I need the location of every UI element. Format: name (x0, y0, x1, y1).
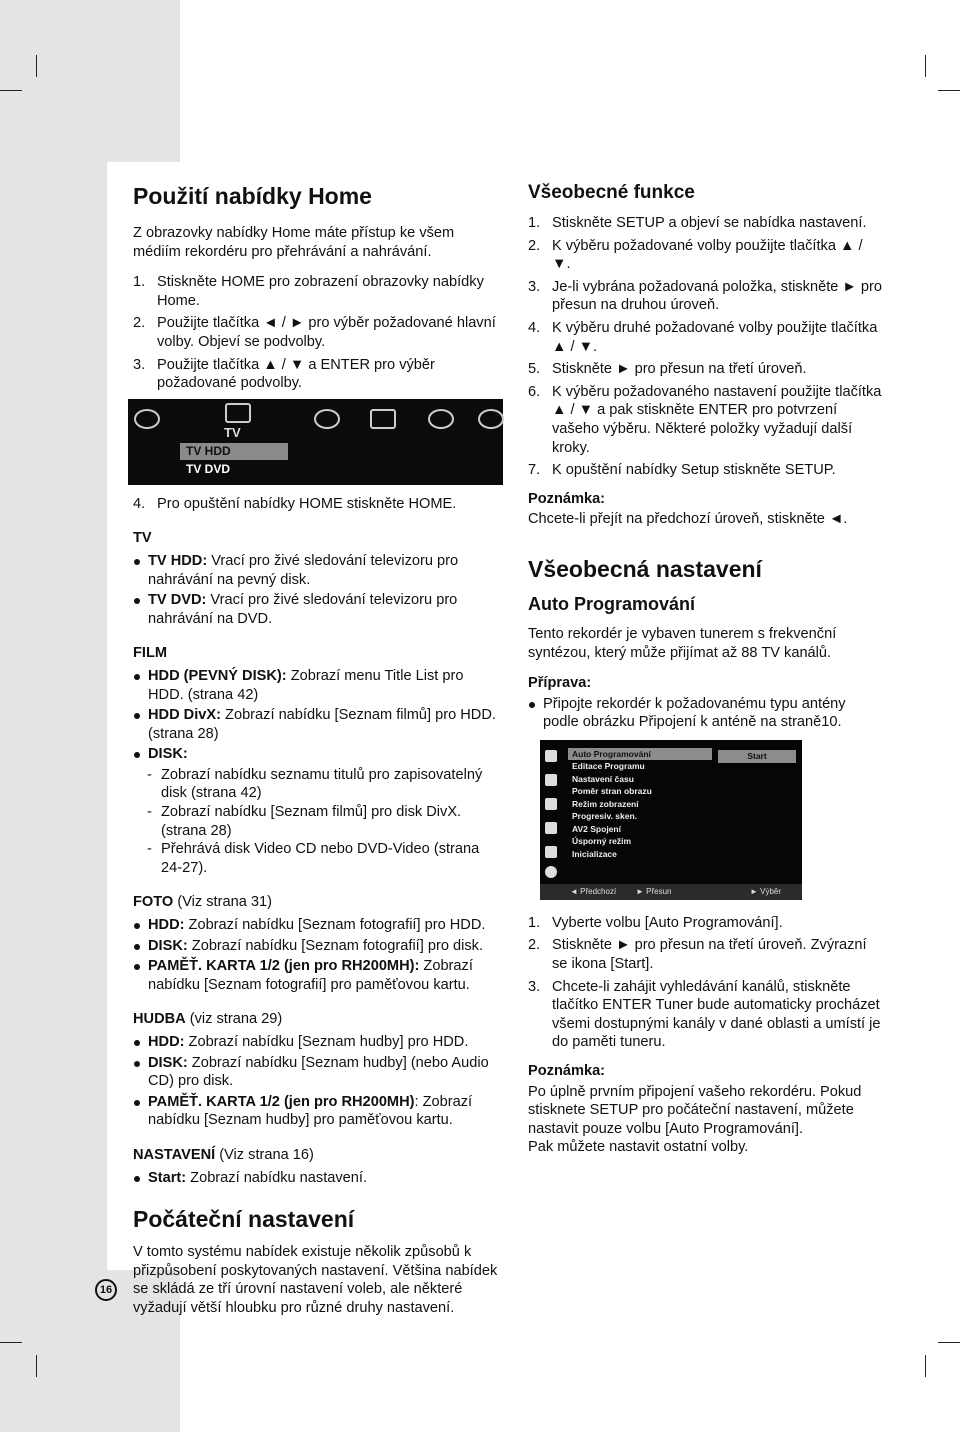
list-item: - Zobrazí nabídku [Seznam filmů] pro disk DivX. (strana 28) (133, 803, 503, 840)
home-menu-title: Použití nabídky Home (133, 183, 372, 209)
list-item: 6. K výběru požadovaného nastavení použijte tlačítka ▲ / ▼ a pak stiskněte ENTER pro potvrzení vašeho výběru. Některé položky vyžadují další kroky. (528, 383, 882, 456)
list-item: 2. K výběru požadované volby použijte tlačítka ▲ / ▼. (528, 237, 863, 273)
auto-programming-text: Tento rekordér je vybaven tunerem s frekvenční syntézou, který může přijímat až 88 TV kanálů. (528, 625, 837, 661)
step-number: 3. (133, 356, 146, 373)
step-number: 1. (133, 274, 146, 291)
home-intro: Z obrazovky nabídky Home máte přístup ke všem médiím rekordéru pro přehrávání a nahrávání. (133, 225, 455, 260)
auto-programming-steps (528, 914, 884, 1052)
section-heading-foto: FOTO (Viz strana 31) (133, 894, 272, 911)
setup-item[interactable]: Progresiv. sken. (572, 811, 638, 822)
recording-icon (545, 846, 557, 858)
setup-gear-icon (134, 409, 160, 429)
film-options (133, 667, 503, 764)
tv-options (133, 552, 503, 628)
step-text: Stiskněte HOME pro zobrazení obrazovky nabídky Home. (157, 274, 484, 309)
disc-icon (478, 409, 504, 429)
list-item: DISK: Zobrazí nabídku [Seznam hudby] (nebo Audio CD) pro disk. (133, 1054, 503, 1091)
hudba-options (133, 1033, 503, 1130)
section-heading-hudba: HUDBA (viz strana 29) (133, 1011, 283, 1028)
list-item: Start: Zobrazí nabídku nastavení. (133, 1169, 503, 1188)
photo-icon (370, 409, 396, 429)
list-item: 3. Chcete-li zahájit vyhledávání kanálů, stiskněte tlačítko ENTER Tuner bude automaticky procházet všemi dostupnými kanály v dané oblasti a umístí je do paměti tuneru. (528, 978, 881, 1051)
crop-mark (938, 90, 960, 91)
list-item: HDD (PEVNÝ DISK): Zobrazí menu Title List pro HDD. (strana 42) (133, 667, 503, 704)
list-item: DISK: Zobrazí nabídku [Seznam fotografií] pro disk. (133, 937, 503, 956)
home-menu-item-tv-dvd[interactable]: TV DVD (186, 461, 231, 476)
note-text: Po úplně prvním připojení vašeho rekordéru. Pokud stisknete SETUP pro počáteční nastavení, můžete nastavit pouze volbu [Auto Programování]. (528, 1083, 862, 1137)
list-item: 3. Je-li vybrána požadovaná položka, stiskněte ► pro přesun na druhou úroveň. (528, 278, 883, 314)
list-item: HDD DivX: Zobrazí nabídku [Seznam filmů] pro HDD. (strana 28) (133, 706, 503, 743)
home-steps (133, 273, 503, 393)
setup-item-auto-programming[interactable]: Auto Programování (568, 748, 712, 761)
note-text: Pak můžete nastavit ostatní volby. (528, 1139, 749, 1156)
audio-icon (545, 798, 557, 810)
note-text: Chcete-li přejít na předchozí úroveň, stiskněte ◄. (528, 511, 848, 528)
crop-mark (938, 1342, 960, 1343)
step-text: Použijte tlačítka ◄ / ► pro výběr požadované hlavní volby. Objeví se podvolby. (157, 315, 496, 350)
initial-settings-title: Počáteční nastavení (133, 1206, 355, 1233)
nastaveni-options (133, 1169, 503, 1188)
list-item (133, 356, 503, 393)
step-text: Pro opuštění nabídky HOME stiskněte HOME. (157, 495, 457, 512)
section-heading-nastaveni: NASTAVENÍ (Viz strana 16) (133, 1146, 314, 1163)
home-steps-exit (133, 495, 503, 514)
list-item: TV HDD: Vrací pro živé sledování televizoru pro nahrávání na pevný disk. (133, 552, 503, 589)
note-title: Poznámka: (528, 1063, 606, 1080)
setup-menu-list (568, 748, 712, 861)
list-item: - Zobrazí nabídku seznamu titulů pro zapisovatelný disk (strana 42) (133, 766, 503, 803)
list-item: 5. Stiskněte ► pro přesun na třetí úroveň. (528, 361, 807, 378)
left-column (133, 182, 503, 1330)
setup-item[interactable]: Režim zobrazení (572, 798, 639, 809)
crop-mark (0, 90, 22, 91)
music-icon (428, 409, 454, 429)
right-column (528, 182, 884, 1157)
list-item: DISK: (133, 745, 503, 764)
foto-options (133, 916, 503, 994)
preparation-title: Příprava: (528, 675, 592, 692)
list-item: - Přehrává disk Video CD nebo DVD-Video (strana 24-27). (133, 840, 503, 877)
setup-item[interactable]: Inicializace (572, 848, 617, 859)
page-number: 16 (95, 1279, 117, 1301)
crop-mark (0, 1342, 22, 1343)
step-number: 2. (133, 315, 146, 332)
list-item: 2. Stiskněte ► pro přesun na třetí úroveň. Zvýrazní se ikona [Start]. (528, 937, 867, 973)
setup-item[interactable]: Editace Programu (572, 761, 645, 772)
list-item: 1. Stiskněte SETUP a objeví se nabídka nastavení. (528, 215, 867, 231)
list-item: HDD: Zobrazí nabídku [Seznam hudby] pro HDD. (133, 1033, 503, 1052)
step-text: Použijte tlačítka ▲ / ▼ a ENTER pro výběr požadované podvolby. (157, 356, 435, 392)
list-item: HDD: Zobrazí nabídku [Seznam fotografií] pro HDD. (133, 916, 503, 935)
list-item: TV DVD: Vrací pro živé sledování televizoru pro nahrávání na DVD. (133, 591, 503, 628)
setup-item[interactable]: AV2 Spojení (572, 823, 621, 834)
list-item: PAMĚŤ. KARTA 1/2 (jen pro RH200MH): Zobrazí nabídku [Seznam fotografií] pro paměťovou kartu. (133, 957, 503, 994)
list-item: 7. K opuštění nabídky Setup stiskněte SETUP. (528, 462, 836, 479)
section-heading-tv: TV (133, 530, 152, 547)
list-item: 1. Vyberte volbu [Auto Programování]. (528, 914, 783, 931)
setup-sidebar (540, 740, 562, 880)
disk-sub-options (133, 766, 503, 878)
language-icon (545, 774, 557, 786)
setup-item[interactable]: Nastavení času (572, 773, 634, 784)
crop-mark (36, 55, 37, 77)
footer-previous: ◄ Předchozí (570, 886, 617, 896)
initial-settings-text: V tomto systému nabídek existuje několik způsobů k přizpůsobení poskytovaných nastavení. Většina nabídek se skládá ze tří úrovní nastavení voleb, ale některé vyžadují větší hloubku pro různé druhy nastavení. (133, 1244, 498, 1316)
setup-menu-screenshot (540, 740, 802, 900)
list-item: Připojte rekordér k požadovanému typu antény podle obrázku Připojení k anténě na straně10. (528, 695, 884, 732)
film-reel-icon (314, 409, 340, 429)
list-item (133, 273, 503, 310)
list-item: PAMĚŤ. KARTA 1/2 (jen pro RH200MH): Zobrazí nabídku [Seznam hudby] pro paměťovou kartu. (133, 1093, 503, 1130)
section-heading-film: FILM (133, 645, 168, 662)
tv-icon (225, 403, 251, 423)
footer-select: ► Výběr (750, 886, 782, 896)
note-title: Poznámka: (528, 490, 606, 507)
crop-mark (925, 55, 926, 77)
lock-icon (545, 822, 557, 834)
disc-icon (545, 866, 557, 878)
list-item (133, 314, 503, 351)
home-menu-tv-label: TV (224, 424, 241, 440)
general-settings-title: Všeobecná nastavení (528, 555, 762, 582)
crop-mark (925, 1355, 926, 1377)
auto-programming-title: Auto Programování (528, 593, 696, 614)
preparation-list (528, 695, 884, 732)
setup-menu-footer (540, 884, 802, 900)
settings-icon (545, 750, 557, 762)
general-functions-title: Všeobecné funkce (528, 182, 695, 203)
general-steps (528, 214, 884, 480)
home-menu-item-tv-hdd[interactable]: TV HDD (180, 443, 288, 460)
list-item (133, 495, 503, 514)
setup-item[interactable]: Úsporný režim (572, 836, 632, 847)
step-number: 4. (133, 495, 146, 512)
footer-move: ► Přesun (636, 886, 672, 896)
list-item: 4. K výběru druhé požadované volby použijte tlačítka ▲ / ▼. (528, 319, 878, 355)
home-menu-screenshot (128, 399, 503, 485)
setup-item[interactable]: Poměr stran obrazu (572, 786, 652, 797)
crop-mark (36, 1355, 37, 1377)
start-button[interactable]: Start (718, 750, 796, 763)
